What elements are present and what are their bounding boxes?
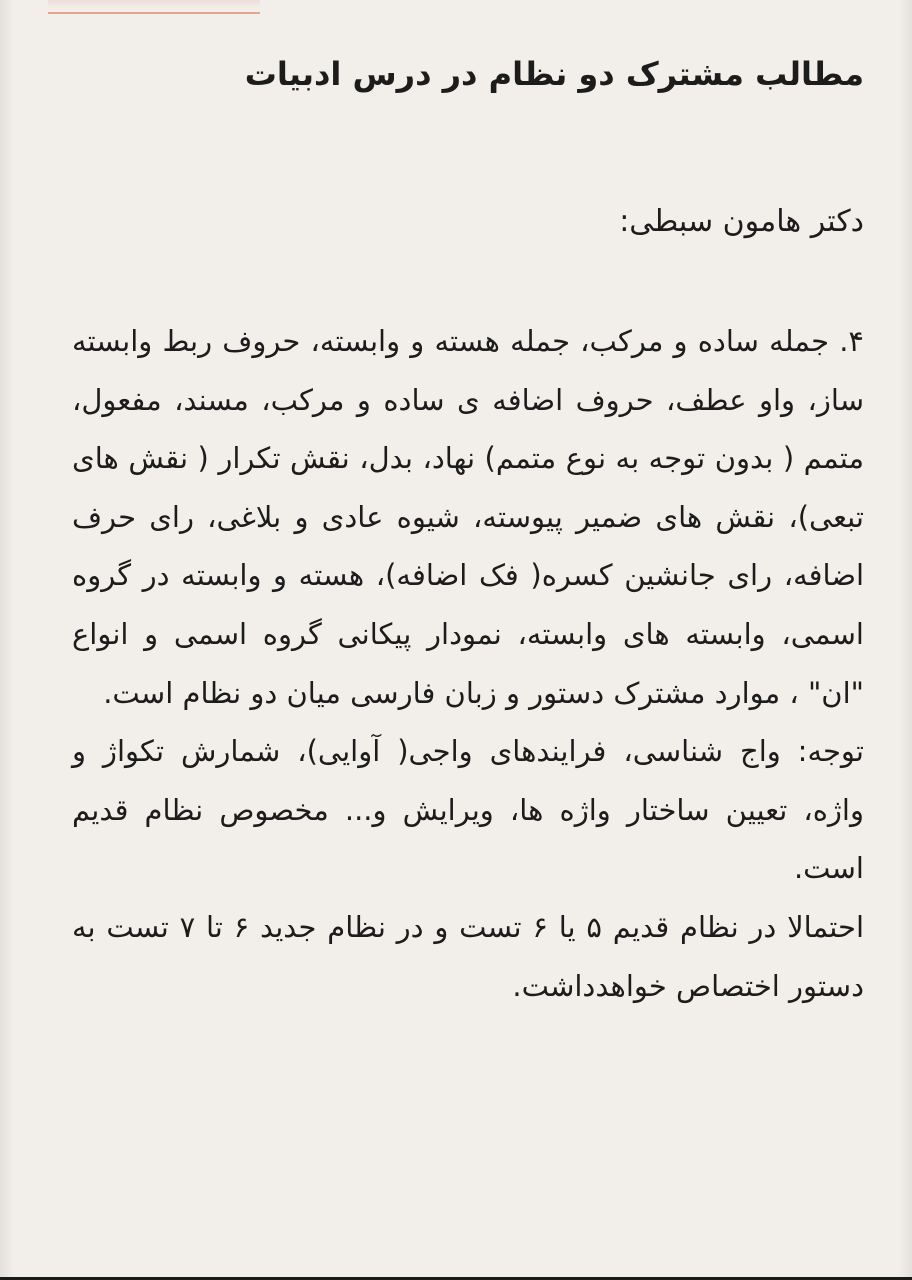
article-body bbox=[72, 312, 864, 1015]
article-title: مطالب مشترک دو نظام در درس ادبیات bbox=[244, 55, 864, 93]
top-accent-line bbox=[48, 0, 260, 14]
page-edge-shadow-right bbox=[898, 0, 912, 1280]
article-author: دکتر هامون سبطی: bbox=[619, 204, 864, 239]
paragraph-test-count: احتمالا در نظام قدیم ۵ یا ۶ تست و در نظام جدید ۶ تا ۷ تست به دستور اختصاص خواهدداشت. bbox=[72, 909, 865, 1003]
top-accent-fade bbox=[48, 0, 260, 8]
paragraph-shared-topics: ۴. جمله ساده و مرکب، جمله هسته و وابسته، حروف ربط وابسته ساز، واو عطف، حروف اضافه ی ساده و مرکب، مسند، مفعول، متمم ( بدون توجه به نوع متمم) نهاد، بدل، نقش تکرار ( نقش های تبعی)، نقش های ضمیر پیوسته، شیوه عادی و بلاغی، رای حرف اضافه، رای جانشین کسره( فک اضافه)، هسته و وابسته در گروه اسمی، وابسته های وابسته، نمودار پیکانی گروه اسمی و انواع "ان" ، موارد مشترک دستور و زبان فارسی میان دو نظام است. bbox=[72, 324, 864, 710]
page-edge-shadow-left bbox=[0, 0, 14, 1280]
paragraph-note: توجه: واج شناسی، فرایندهای واجی( آوایی)، شمارش تکواژ و واژه، تعیین ساختار واژه ها، ویرایش و... مخصوص نظام قدیم است. bbox=[72, 734, 864, 886]
